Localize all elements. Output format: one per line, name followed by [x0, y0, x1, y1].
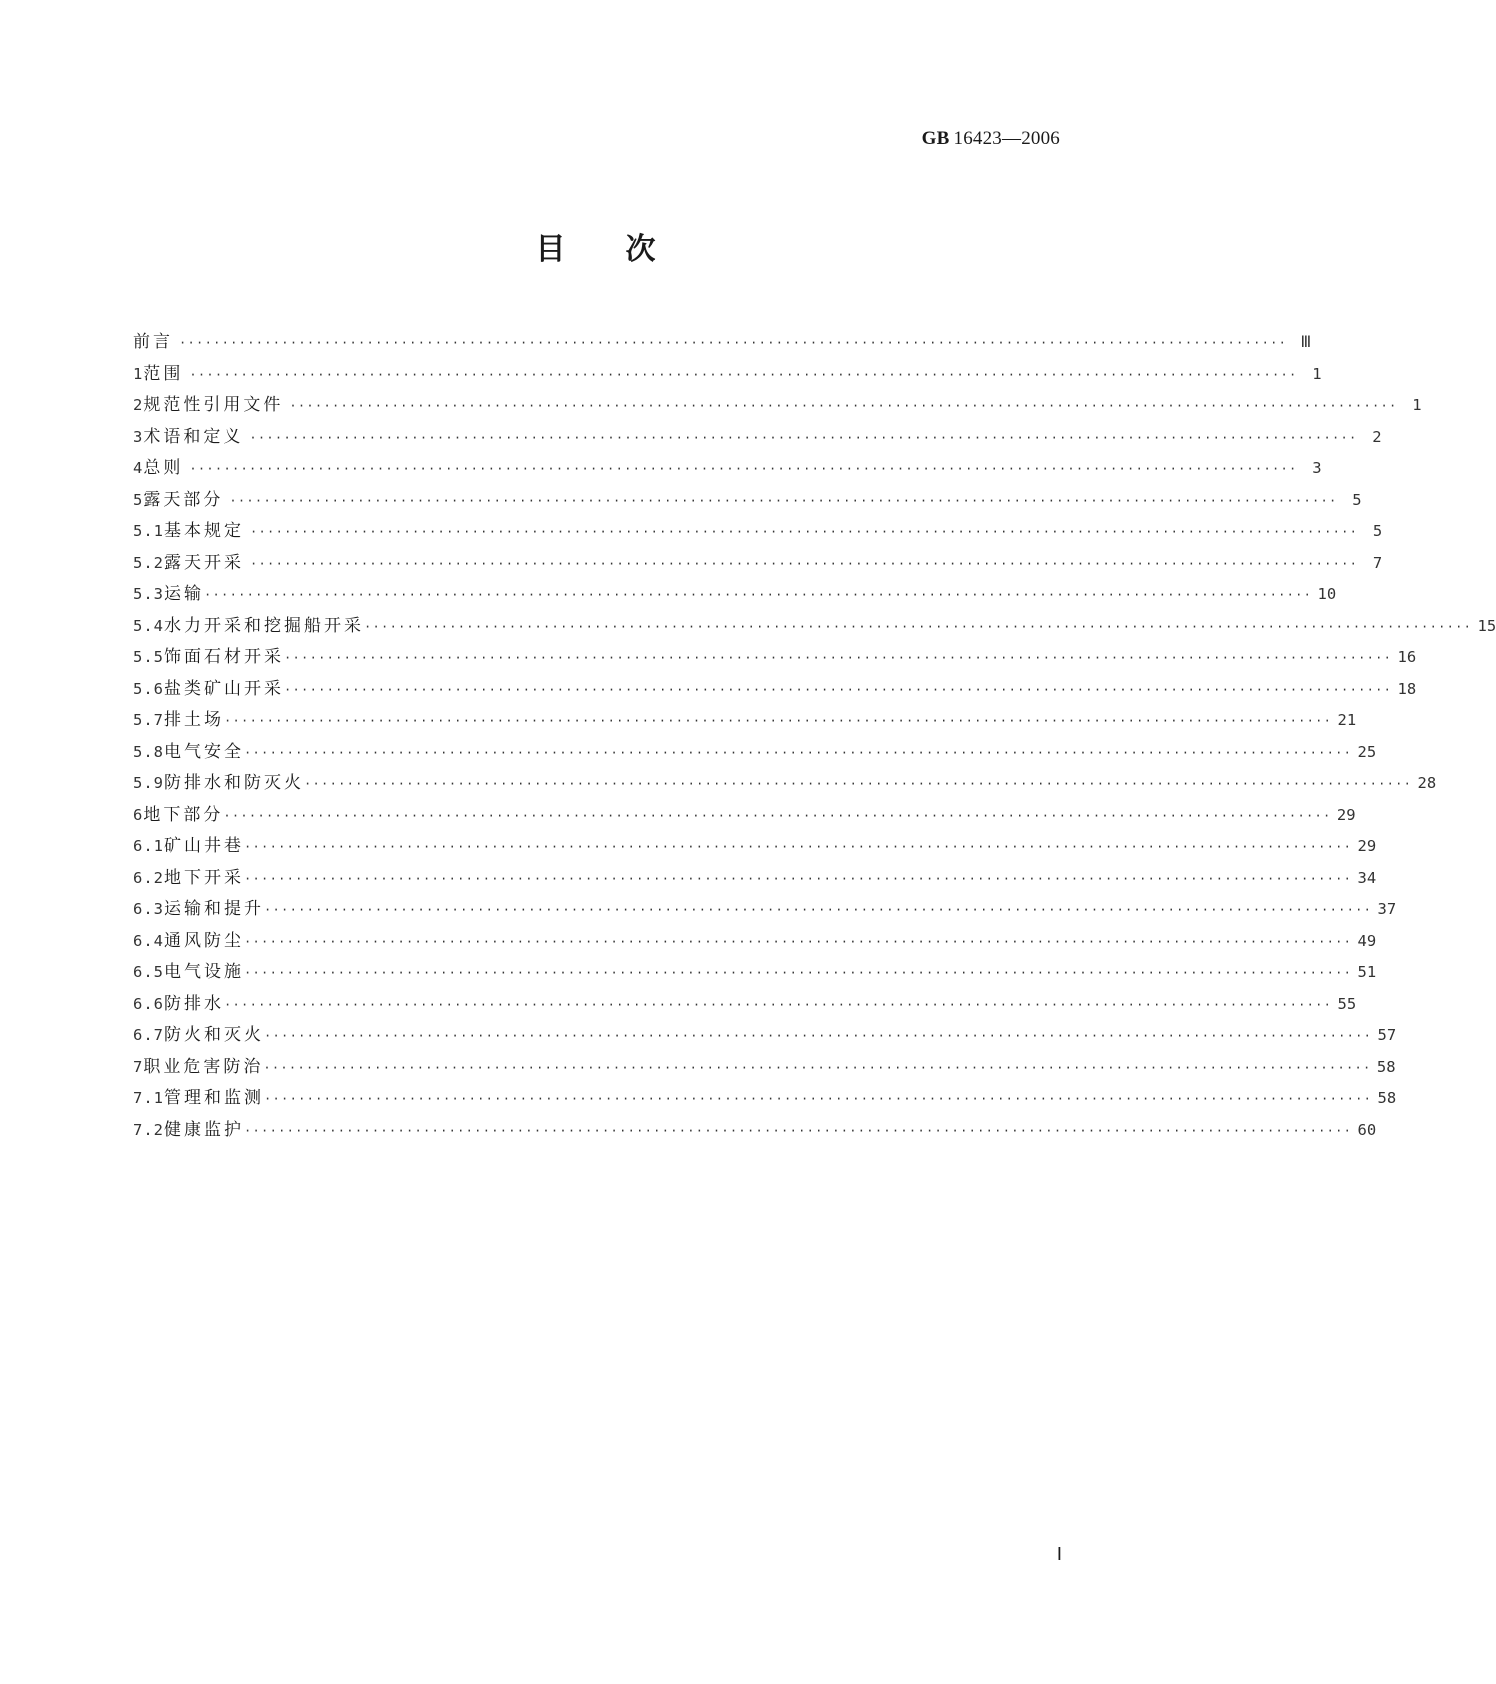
toc-entry-page: 7	[1372, 553, 1383, 572]
toc-entry-page: 1	[1412, 396, 1422, 414]
toc-entry[interactable]	[133, 579, 1337, 611]
toc-entry[interactable]	[133, 894, 1397, 926]
toc-leader-dots: ··································································································································	[229, 493, 1338, 508]
toc-entry-number: 3	[133, 427, 144, 446]
toc-entry[interactable]	[133, 1083, 1397, 1115]
toc-entry-number: 6	[133, 805, 144, 824]
toc-entry-number: 2	[133, 396, 144, 414]
toc-entry-label: 饰面石材开采	[164, 647, 284, 667]
toc-entry-label: 运输和提升	[164, 899, 264, 919]
toc-entry-page: 2	[1372, 427, 1382, 446]
toc-entry-page: 5	[1352, 490, 1362, 509]
toc-entry-label: 规范性引用文件	[143, 395, 284, 415]
toc-entry-label: 术语和定义	[143, 426, 244, 447]
toc-entry-page: 3	[1312, 459, 1322, 477]
toc-leader-dots: ··································································································································	[264, 1092, 1373, 1106]
toc-entry[interactable]	[133, 485, 1362, 517]
toc-entry-label: 健康监护	[164, 1119, 244, 1140]
toc-entry[interactable]	[133, 737, 1377, 769]
toc-entry-label: 排土场	[164, 710, 224, 730]
toc-entry[interactable]	[133, 548, 1383, 580]
toc-entry-label: 盐类矿山开采	[164, 678, 284, 699]
toc-leader-dots: ··································································································································	[284, 682, 1393, 697]
toc-entry-page: 51	[1357, 963, 1377, 981]
toc-entry-number: 6.1	[133, 837, 164, 855]
toc-entry-page: 58	[1376, 1057, 1396, 1076]
toc-entry-label: 范围	[143, 363, 184, 384]
toc-entry-label: 露天开采	[164, 552, 244, 573]
toc-leader-dots: ··································································································································	[189, 367, 1298, 382]
toc-leader-dots: ··································································································································	[244, 871, 1353, 886]
toc-leader-dots: ··································································································································	[304, 777, 1413, 791]
standard-prefix: GB	[921, 128, 950, 149]
toc-entry-page: 55	[1337, 994, 1357, 1013]
toc-leader-dots: ··································································································································	[250, 525, 1359, 539]
toc-entry-label: 职业危害防治	[143, 1056, 264, 1077]
toc-entry-label: 前言	[133, 332, 173, 352]
toc-entry-number: 5.2	[133, 553, 164, 572]
toc-entry[interactable]	[133, 768, 1437, 800]
page-number: Ⅰ	[1056, 1544, 1062, 1564]
toc-entry-page: 58	[1377, 1089, 1397, 1107]
toc-entry-number: 5	[133, 490, 144, 509]
toc-entry-page: 34	[1357, 868, 1377, 887]
toc-entry[interactable]	[133, 989, 1357, 1021]
toc-entry[interactable]	[133, 957, 1377, 989]
toc-entry-label: 基本规定	[164, 521, 244, 541]
toc-entry-number: 5.6	[133, 679, 164, 698]
toc-entry[interactable]	[133, 800, 1356, 832]
toc-entry-page: 18	[1397, 679, 1417, 698]
toc-entry-page: 29	[1357, 837, 1377, 855]
toc-entry-label: 矿山井巷	[164, 836, 244, 856]
toc-entry-number: 6.3	[133, 900, 164, 918]
toc-entry-label: 总则	[143, 458, 184, 478]
toc-entry-page: 37	[1377, 900, 1397, 918]
toc-entry-label: 露天部分	[143, 489, 224, 510]
page-title: 目次	[535, 232, 716, 267]
toc-entry[interactable]	[133, 516, 1383, 548]
toc-leader-dots: ··································································································································	[244, 966, 1353, 980]
toc-leader-dots: ··································································································································	[223, 808, 1332, 823]
toc-leader-dots: ··································································································································	[250, 556, 1359, 571]
toc-entry-page: 21	[1337, 711, 1357, 729]
toc-entry-label: 防排水	[164, 993, 224, 1014]
toc-entry-number: 5.1	[133, 522, 164, 540]
toc-leader-dots: ··································································································································	[264, 903, 1373, 917]
toc-entry-page: Ⅲ	[1300, 333, 1312, 351]
toc-leader-dots: ··································································································································	[263, 1060, 1372, 1075]
toc-leader-dots: ··································································································································	[204, 588, 1313, 602]
toc-entry-number: 6.4	[133, 931, 164, 950]
toc-leader-dots: ··································································································································	[364, 619, 1473, 634]
toc-entry[interactable]	[133, 1115, 1377, 1147]
toc-leader-dots: ··································································································································	[244, 1123, 1353, 1138]
toc-entry[interactable]	[133, 453, 1322, 485]
toc-entry-number: 5.3	[133, 585, 164, 603]
toc-entry-page: 10	[1317, 585, 1337, 603]
toc-entry-page: 49	[1357, 931, 1377, 950]
toc-entry-number: 6.6	[133, 994, 164, 1013]
toc-entry[interactable]	[133, 705, 1357, 737]
toc-entry-number: 5.4	[133, 616, 164, 635]
toc-entry[interactable]	[133, 1020, 1397, 1052]
toc-entry-number: 7	[133, 1057, 144, 1076]
toc-entry-label: 通风防尘	[164, 930, 244, 951]
toc-leader-dots: ··································································································································	[244, 840, 1353, 854]
standard-code	[922, 128, 1060, 150]
toc-entry-label: 电气安全	[164, 741, 244, 762]
toc-leader-dots: ··································································································································	[289, 399, 1398, 413]
toc-entry[interactable]	[133, 926, 1377, 958]
toc-entry-page: 25	[1357, 742, 1377, 761]
toc-entry-label: 电气设施	[164, 962, 244, 982]
toc-entry-page: 16	[1397, 648, 1417, 666]
toc-entry[interactable]	[133, 422, 1382, 454]
toc-entry-page: 28	[1417, 774, 1437, 792]
toc-entry[interactable]	[133, 642, 1417, 674]
toc-entry-number: 5.7	[133, 711, 164, 729]
toc-entry-page: 60	[1357, 1120, 1377, 1139]
toc-entry[interactable]	[133, 831, 1377, 863]
toc-entry[interactable]	[133, 674, 1417, 706]
toc-entry[interactable]	[133, 327, 1312, 359]
toc-entry-label: 防火和灭火	[164, 1025, 264, 1045]
toc-entry[interactable]	[133, 390, 1422, 422]
toc-entry[interactable]	[133, 863, 1377, 895]
toc-leader-dots: ··································································································································	[179, 336, 1288, 350]
toc-entry-page: 1	[1312, 364, 1322, 383]
toc-entry-label: 管理和监测	[164, 1088, 264, 1108]
toc-leader-dots: ··································································································································	[224, 714, 1333, 728]
toc-entry-number: 6.2	[133, 868, 164, 887]
toc-entry-number: 5.5	[133, 648, 164, 666]
standard-number: 16423—2006	[953, 128, 1060, 149]
toc-leader-dots: ··································································································································	[249, 430, 1358, 445]
toc-entry-page: 15	[1477, 616, 1496, 635]
toc-entry-number: 7.2	[133, 1120, 164, 1139]
toc-entry-label: 地下部分	[143, 804, 224, 825]
toc-leader-dots: ··································································································································	[224, 997, 1333, 1012]
toc-leader-dots: ··································································································································	[264, 1029, 1373, 1043]
toc-entry-number: 6.7	[133, 1026, 164, 1044]
toc-entry-label: 防排水和防灭火	[164, 773, 304, 793]
toc-entry-page: 29	[1336, 805, 1356, 824]
toc-entry-number: 7.1	[133, 1089, 164, 1107]
toc-entry-number: 4	[133, 459, 144, 477]
toc-entry-number: 1	[133, 364, 144, 383]
toc-leader-dots: ··································································································································	[244, 745, 1353, 760]
toc-entry-page: 5	[1372, 522, 1383, 540]
table-of-contents	[133, 327, 1496, 1146]
toc-entry-label: 水力开采和挖掘船开采	[164, 615, 364, 636]
toc-entry[interactable]	[133, 359, 1322, 391]
toc-entry-page: 57	[1377, 1026, 1397, 1044]
toc-entry[interactable]	[133, 1052, 1396, 1084]
toc-entry-number: 5.9	[133, 774, 164, 792]
toc-entry-label: 地下开采	[164, 867, 244, 888]
toc-entry-number: 5.8	[133, 742, 164, 761]
toc-leader-dots: ··································································································································	[244, 934, 1353, 949]
toc-leader-dots: ··································································································································	[284, 651, 1393, 665]
toc-entry-label: 运输	[164, 584, 204, 604]
toc-leader-dots: ··································································································································	[189, 462, 1298, 476]
toc-entry-number: 6.5	[133, 963, 164, 981]
toc-entry[interactable]	[133, 611, 1496, 643]
